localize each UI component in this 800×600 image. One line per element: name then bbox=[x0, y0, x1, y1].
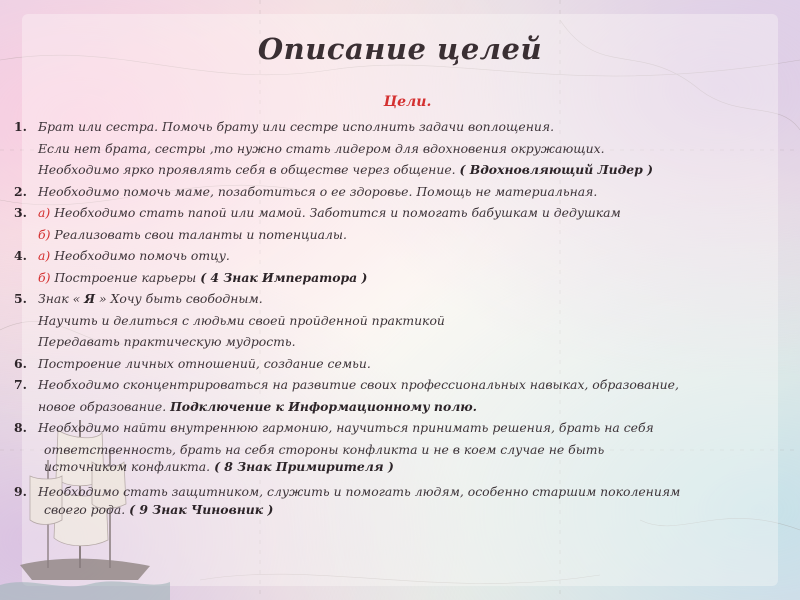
goal-item-4-line-2 bbox=[10, 267, 785, 289]
goal-item-5 bbox=[10, 288, 785, 310]
goal-item-3 bbox=[10, 202, 785, 224]
goal-subpoint-marker: а) bbox=[38, 248, 51, 263]
goal-sign-label: Подключение к Информационному полю. bbox=[170, 398, 477, 414]
goal-item-1 bbox=[10, 116, 785, 138]
goal-sign-label: ( 8 Знак Примирителя ) bbox=[214, 459, 394, 474]
goal-text: Необходимо сконцентрироваться на развитие своих профессиональных навыках, образование, bbox=[38, 377, 679, 392]
goal-text: Реализовать свои таланты и потенциалы. bbox=[54, 226, 347, 242]
goal-subpoint-marker: б) bbox=[38, 226, 51, 242]
goal-item-8-line-3 bbox=[10, 460, 785, 473]
goal-number: 4. bbox=[14, 248, 27, 263]
goal-item-6 bbox=[10, 353, 785, 375]
goal-number: 1. bbox=[14, 119, 27, 134]
goal-number: 9. bbox=[14, 484, 27, 499]
goal-text: Брат или сестра. Помочь брату или сестре исполнить задачи воплощения. bbox=[38, 119, 555, 134]
goal-text: Необходимо стать защитником, служить и помогать людям, особенно старшим поколениям bbox=[38, 484, 681, 499]
goal-sign-label: ( 4 Знак Императора ) bbox=[200, 269, 368, 285]
goal-text: Необходимо стать папой или мамой. Заботится и помогать бабушкам и дедушкам bbox=[54, 205, 621, 220]
goal-subpoint-marker: а) bbox=[38, 205, 51, 220]
goal-item-3-line-2 bbox=[10, 224, 785, 246]
goal-item-7-line-2 bbox=[10, 396, 785, 418]
goal-text: Знак « bbox=[38, 291, 81, 306]
goal-sign-label: ( 9 Знак Чиновник ) bbox=[129, 501, 274, 517]
page-title: Описание целей bbox=[257, 32, 543, 66]
goal-text: Необходимо найти внутреннюю гармонию, научиться принимать решения, брать на себя bbox=[38, 420, 654, 435]
goals-heading: Цели. bbox=[383, 94, 432, 110]
goal-text: новое образование. bbox=[38, 398, 167, 414]
goal-item-8-line-2 bbox=[10, 439, 785, 461]
goal-item-5-line-2 bbox=[10, 310, 785, 332]
goal-text: Необходимо ярко проявлять себя в обществе через общение. bbox=[38, 162, 456, 177]
goal-item-7 bbox=[10, 374, 785, 396]
goal-number: 7. bbox=[14, 377, 27, 392]
goal-text: Научить и делиться с людьми своей пройденной практикой bbox=[38, 312, 445, 328]
goal-number: 5. bbox=[14, 291, 27, 306]
goal-sign-label: ( Вдохновляющий Лидер ) bbox=[459, 162, 653, 177]
goal-text: своего рода. bbox=[44, 501, 126, 517]
goal-item-9-line-2 bbox=[10, 503, 785, 516]
goal-item-4 bbox=[10, 245, 785, 267]
goal-text: Необходимо помочь отцу. bbox=[54, 248, 230, 263]
goal-text: ответственность, брать на себя стороны конфликта и не в коем случае не быть bbox=[44, 441, 605, 457]
goal-number: 6. bbox=[14, 355, 27, 371]
goal-sign-letter: Я bbox=[84, 291, 96, 306]
goal-item-5-line-3 bbox=[10, 331, 785, 353]
goal-item-9 bbox=[10, 481, 785, 503]
goal-subpoint-marker: б) bbox=[38, 269, 51, 285]
goal-number: 8. bbox=[14, 420, 27, 435]
goal-text: Если нет брата, сестры ,то нужно стать лидером для вдохновения окружающих. bbox=[38, 140, 605, 156]
goal-text: » Хочу быть свободным. bbox=[99, 291, 263, 306]
goal-item-1-line-2 bbox=[10, 138, 785, 160]
goal-text: Передавать практическую мудрость. bbox=[38, 334, 296, 349]
goal-item-2 bbox=[10, 181, 785, 203]
goal-item-8 bbox=[10, 417, 785, 439]
goal-text: Построение карьеры bbox=[54, 269, 197, 285]
goal-text: источником конфликта. bbox=[44, 459, 211, 474]
goals-list bbox=[10, 116, 785, 516]
goal-text: Необходимо помочь маме, позаботиться о ее здоровье. Помощь не материальная. bbox=[38, 183, 598, 199]
goal-item-1-line-3 bbox=[10, 159, 785, 181]
goal-number: 3. bbox=[14, 205, 27, 220]
goal-number: 2. bbox=[14, 183, 27, 199]
goal-text: Построение личных отношений, создание семьи. bbox=[38, 355, 371, 371]
